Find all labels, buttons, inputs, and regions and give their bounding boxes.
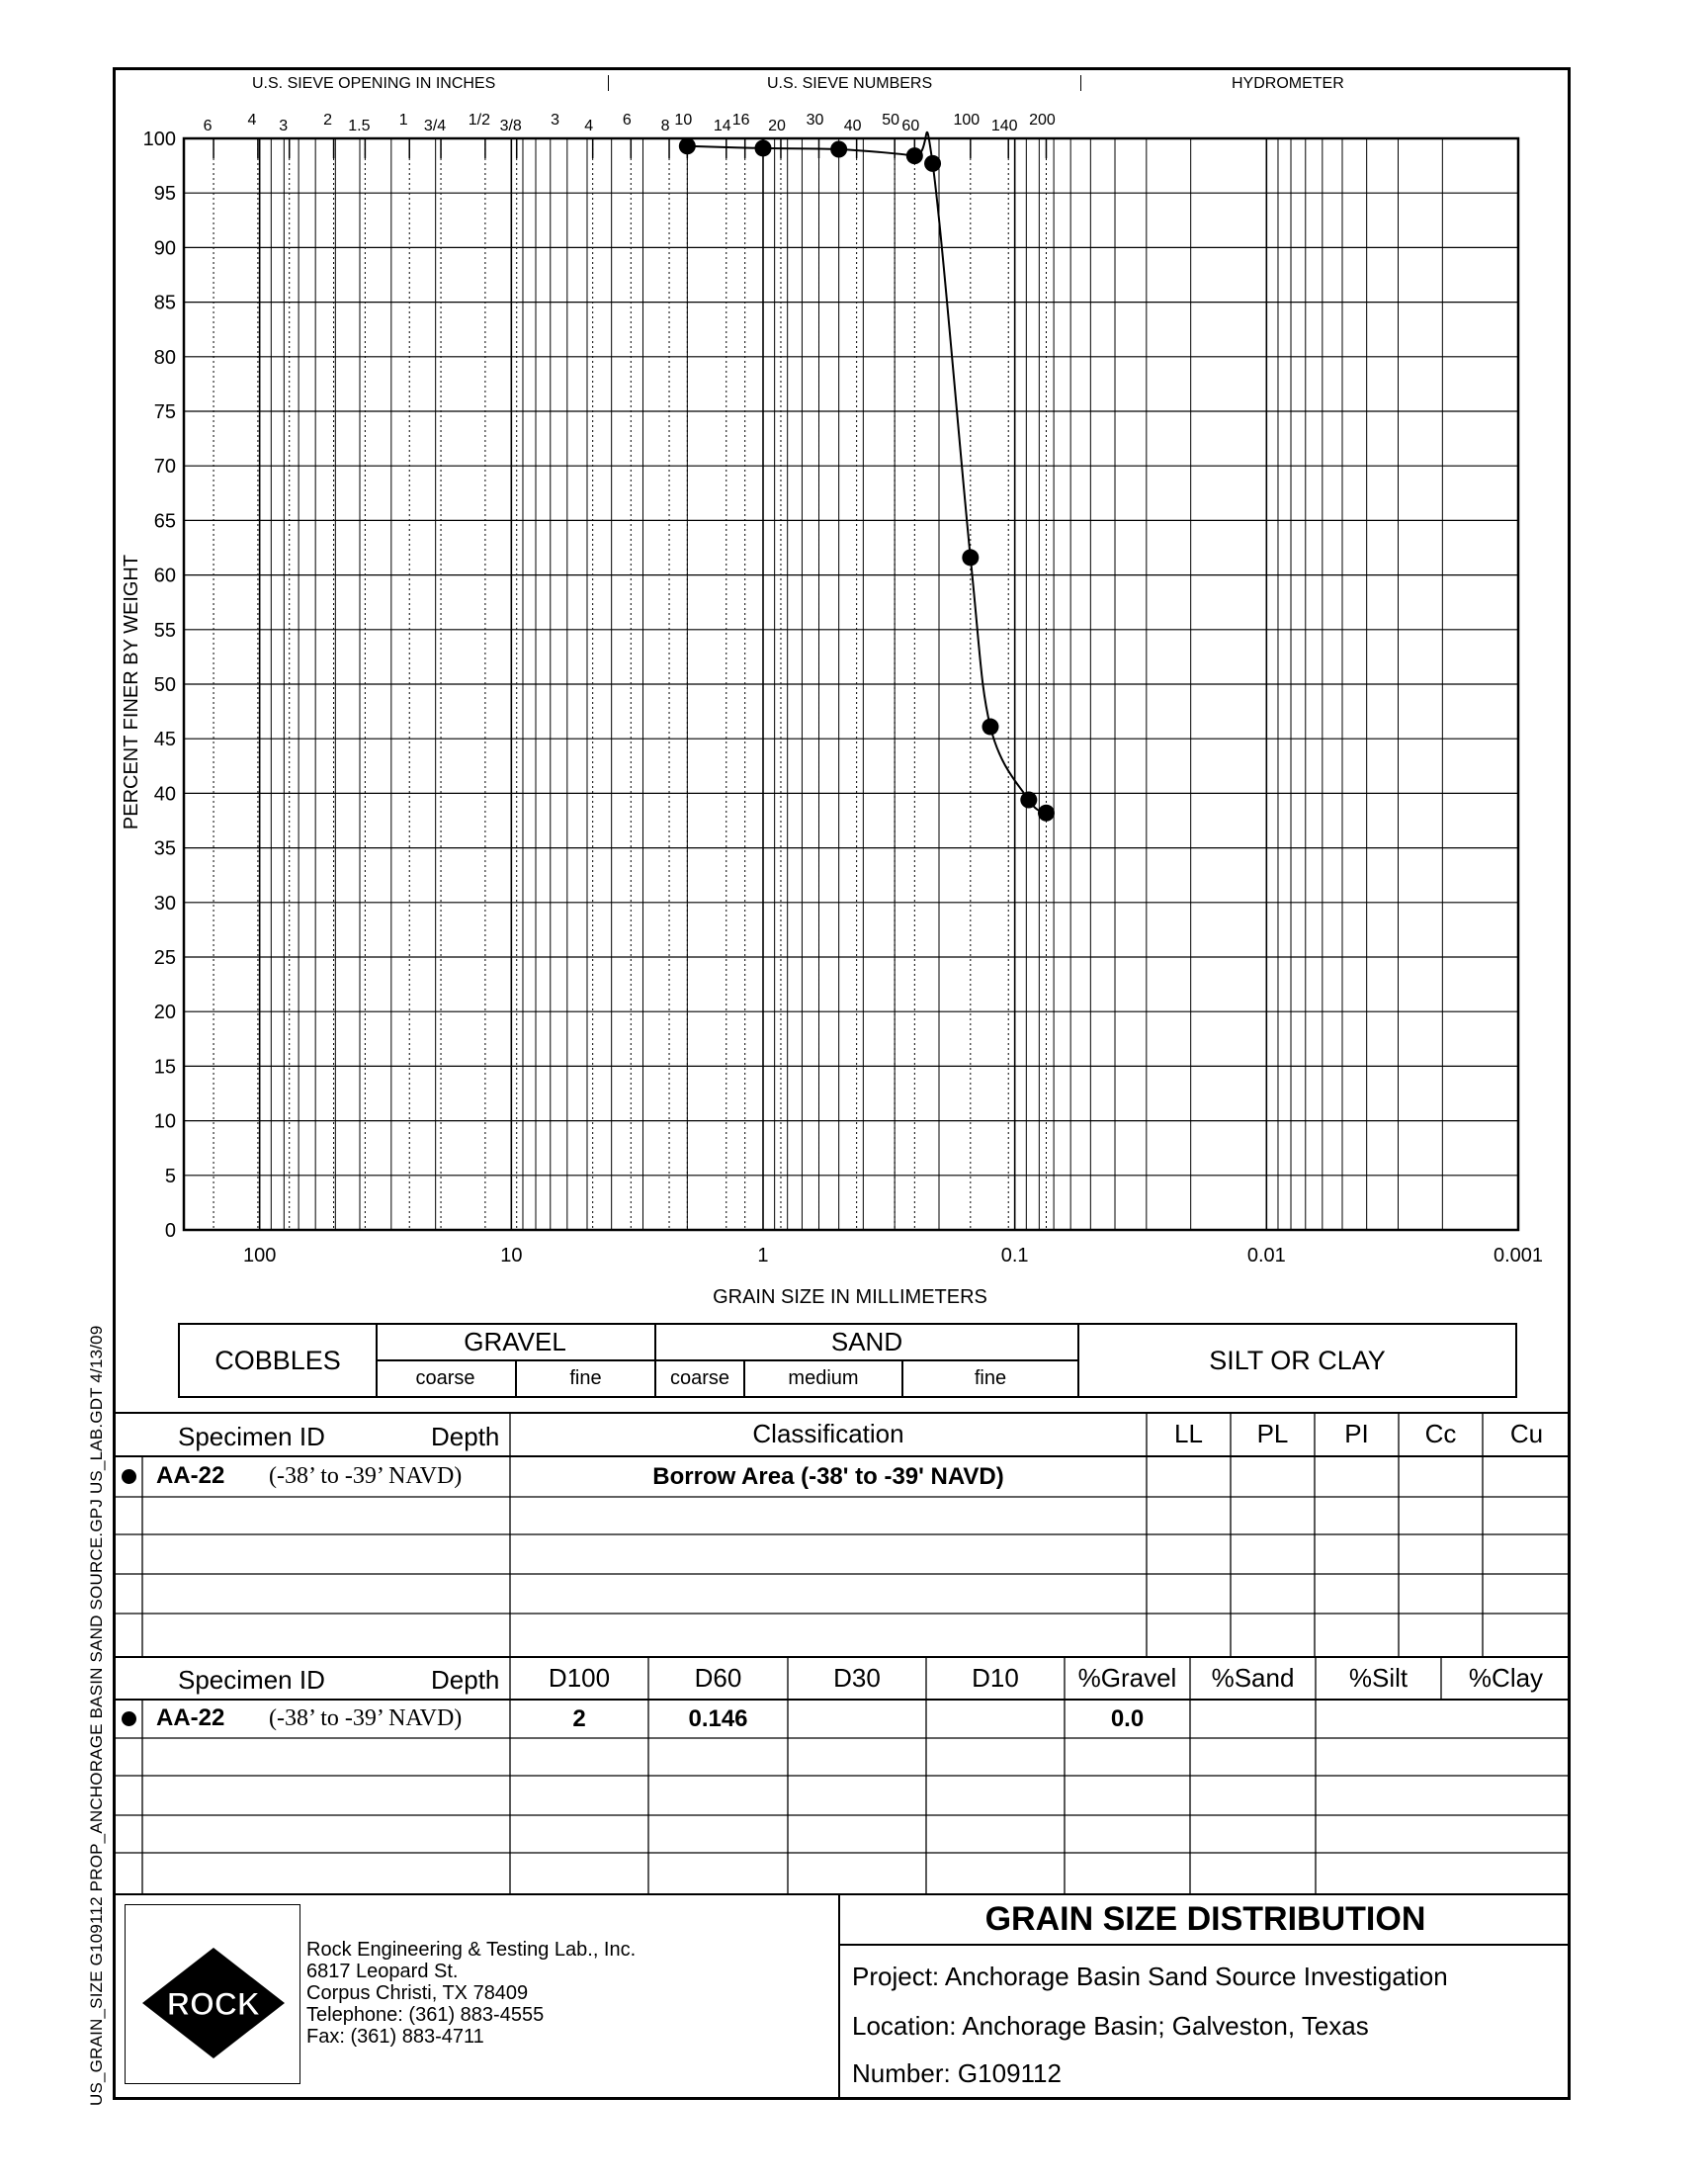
sieve-number-label: 60	[901, 118, 920, 134]
y-tick-label: 95	[153, 183, 176, 206]
t2-d100: 2	[572, 1704, 586, 1732]
y-tick-label: 70	[153, 456, 176, 479]
classification-table	[113, 1412, 1571, 1661]
company-city: Corpus Christi, TX 78409	[306, 1982, 529, 2004]
gradation-curve	[687, 132, 1046, 814]
data-point	[679, 137, 696, 154]
sieve-inch-label: 3	[279, 118, 289, 134]
t2-header-silt: %Silt	[1348, 1663, 1409, 1693]
x-axis-label: GRAIN SIZE IN MILLIMETERS	[713, 1286, 987, 1308]
t2-header-depth: Depth	[431, 1665, 500, 1695]
y-tick-label: 90	[153, 237, 176, 260]
data-point	[830, 141, 847, 158]
y-tick-label: 15	[153, 1056, 176, 1079]
sieve-number-label: 50	[882, 112, 900, 129]
data-point	[1020, 792, 1037, 809]
sand-medium: medium	[745, 1361, 903, 1396]
rock-logo-text: ROCK	[166, 1986, 261, 2022]
t1-header-pi: PI	[1344, 1419, 1369, 1448]
x-tick-label: 0.001	[1493, 1245, 1544, 1266]
t1-header-depth: Depth	[431, 1422, 500, 1451]
class-cobbles: COBBLES	[180, 1325, 378, 1396]
x-tick-label: 10	[500, 1245, 523, 1266]
rock-logo	[134, 1944, 293, 2062]
t1-header-specimen: Specimen ID	[178, 1422, 325, 1451]
t2-d60: 0.146	[688, 1704, 748, 1732]
t1-specimen-id: AA-22	[156, 1462, 225, 1489]
t2-header-d10: D10	[972, 1663, 1019, 1693]
t1-header-cc: Cc	[1424, 1419, 1457, 1448]
sieve-inch-label: 4	[247, 112, 257, 129]
sieve-inch-label: 1.5	[348, 118, 371, 134]
t2-header-sand: %Sand	[1211, 1663, 1295, 1693]
y-tick-label: 60	[153, 565, 176, 587]
y-tick-label: 20	[153, 1002, 176, 1024]
sieve-inch-label: 6	[203, 118, 213, 134]
sieve-number-label: 8	[660, 118, 670, 134]
gradation-table	[113, 1657, 1571, 1896]
sand-coarse: coarse	[656, 1361, 745, 1396]
soil-class-bar	[178, 1323, 1517, 1398]
y-tick-label: 75	[153, 401, 176, 423]
t1-classification: Borrow Area (-38' to -39' NAVD)	[652, 1462, 1004, 1490]
project-line: Project: Anchorage Basin Sand Source Investigation	[852, 1962, 1448, 1991]
gravel-coarse: coarse	[376, 1361, 517, 1396]
data-point	[754, 139, 771, 156]
sieve-inch-label: 1/2	[468, 112, 491, 129]
class-gravel: GRAVEL	[376, 1325, 656, 1361]
x-tick-label: 0.01	[1246, 1245, 1286, 1266]
t1-header-ll: LL	[1174, 1419, 1203, 1448]
class-silt-clay: SILT OR CLAY	[1209, 1345, 1386, 1375]
y-tick-label: 40	[153, 783, 176, 806]
t2-depth: (-38’ to -39’ NAVD)	[269, 1705, 463, 1731]
y-axis-label: PERCENT FINER BY WEIGHT	[121, 554, 142, 830]
data-point	[962, 549, 979, 566]
sieve-number-label: 40	[843, 118, 862, 134]
y-tick-label: 0	[164, 1220, 176, 1242]
x-tick-label: 100	[242, 1245, 277, 1266]
y-tick-label: 5	[164, 1165, 176, 1187]
header-sieve-numbers: U.S. SIEVE NUMBERS	[767, 75, 933, 92]
t2-header-d30: D30	[833, 1663, 881, 1693]
sieve-number-label: 20	[768, 118, 786, 134]
sieve-number-label: 140	[990, 118, 1018, 134]
sieve-number-label: 6	[622, 112, 632, 129]
class-sand: SAND	[656, 1325, 1079, 1361]
sieve-number-label: 200	[1029, 112, 1056, 129]
y-tick-label: 30	[153, 892, 176, 915]
t1-header-classification: Classification	[752, 1419, 904, 1448]
t1-depth: (-38’ to -39’ NAVD)	[269, 1463, 463, 1489]
company-phone: Telephone: (361) 883-4555	[306, 2004, 545, 2026]
x-tick-label: 0.1	[1000, 1245, 1029, 1266]
sieve-inch-label: 3/8	[499, 118, 522, 134]
y-tick-label: 65	[153, 510, 176, 533]
y-tick-label: 55	[153, 619, 176, 642]
y-tick-label: 80	[153, 346, 176, 369]
y-tick-label: 85	[153, 292, 176, 314]
sieve-number-label: 100	[953, 112, 981, 129]
x-tick-label: 1	[757, 1245, 769, 1266]
company-street: 6817 Leopard St.	[306, 1961, 459, 1982]
company-name: Rock Engineering & Testing Lab., Inc.	[306, 1939, 637, 1961]
t2-header-specimen: Specimen ID	[178, 1665, 325, 1695]
y-tick-label: 45	[153, 729, 176, 751]
y-tick-label: 100	[142, 129, 176, 150]
sieve-number-label: 4	[584, 118, 594, 134]
side-file-label: US_GRAIN_SIZE G109112 PROP_ANCHORAGE BASIN SAND SOURCE.GPJ US_LAB.GDT 4/13/09	[87, 1325, 106, 2106]
t2-header-clay: %Clay	[1468, 1663, 1544, 1693]
t2-specimen-id: AA-22	[156, 1704, 225, 1731]
t1-header-pl: PL	[1256, 1419, 1289, 1448]
t2-row-marker-icon	[122, 1711, 136, 1726]
header-hydrometer: HYDROMETER	[1232, 75, 1344, 92]
data-point	[982, 719, 998, 736]
t2-header-gravel: %Gravel	[1077, 1663, 1177, 1693]
sieve-number-label: 30	[806, 112, 824, 129]
data-point	[924, 155, 941, 172]
t1-row-marker-icon	[122, 1469, 136, 1484]
footer	[113, 1894, 1571, 2100]
y-tick-label: 50	[153, 674, 176, 696]
title-underline	[840, 1944, 1571, 1946]
report-title: GRAIN SIZE DISTRIBUTION	[984, 1899, 1426, 1938]
sieve-number-label: 10	[674, 112, 693, 129]
sieve-inch-label: 3	[551, 112, 560, 129]
data-point	[906, 147, 923, 164]
sieve-number-label: 14	[713, 118, 731, 134]
t1-header-cu: Cu	[1509, 1419, 1544, 1448]
t2-gravel: 0.0	[1110, 1704, 1145, 1732]
location-line: Location: Anchorage Basin; Galveston, Texas	[852, 2011, 1369, 2041]
sieve-inch-label: 3/4	[423, 118, 447, 134]
sand-fine: fine	[903, 1361, 1079, 1396]
sieve-number-label: 16	[731, 112, 750, 129]
y-tick-label: 25	[153, 947, 176, 969]
header-sieve-inches: U.S. SIEVE OPENING IN INCHES	[252, 75, 496, 92]
sieve-inch-label: 1	[398, 112, 408, 129]
t2-header-d100: D100	[548, 1663, 611, 1693]
y-tick-label: 10	[153, 1110, 176, 1133]
y-tick-label: 35	[153, 837, 176, 860]
number-line: Number: G109112	[852, 2058, 1062, 2088]
gravel-fine: fine	[517, 1361, 656, 1396]
t2-header-d60: D60	[694, 1663, 742, 1693]
data-point	[1038, 805, 1055, 822]
company-fax: Fax: (361) 883-4711	[306, 2026, 484, 2048]
sieve-inch-label: 2	[323, 112, 333, 129]
